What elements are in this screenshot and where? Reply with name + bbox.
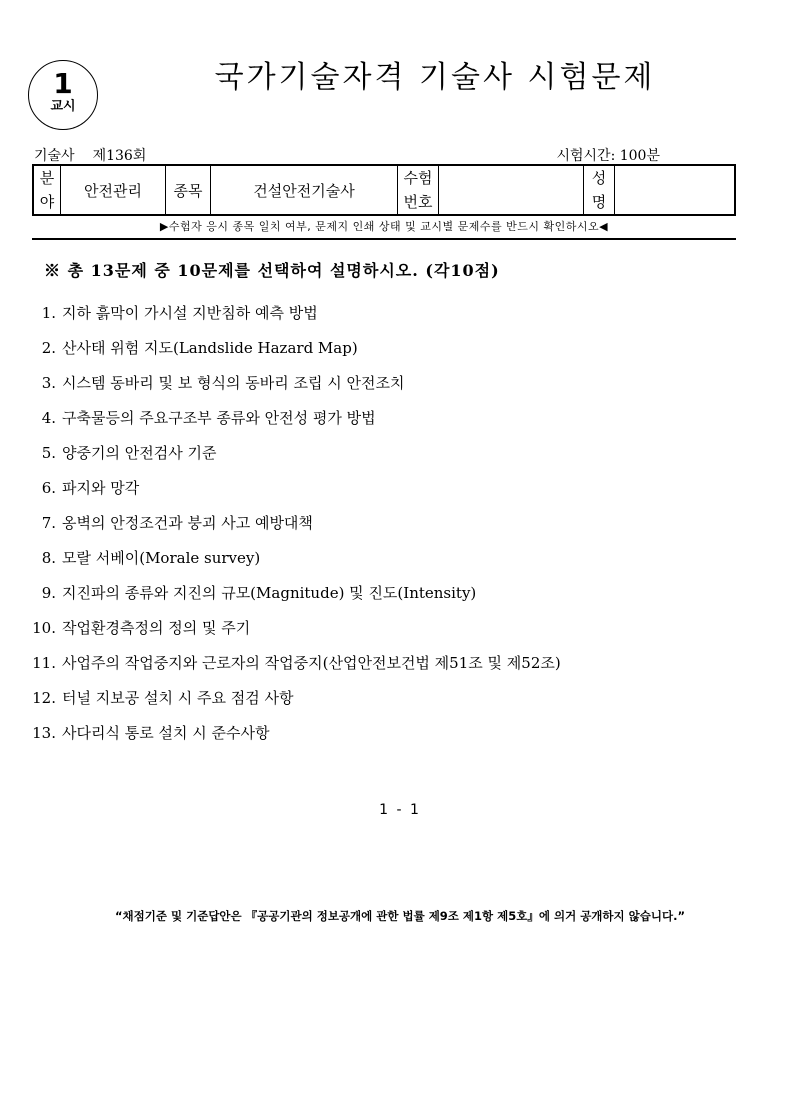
field-label-top: 분 — [39, 169, 55, 187]
exam-no-bottom: 번호 — [403, 193, 433, 211]
question-number: 8. — [41, 549, 56, 567]
type-value: 건설안전기술사 — [211, 165, 398, 215]
session-number: 1 — [53, 67, 73, 100]
divider — [32, 238, 736, 240]
question-number: 9. — [41, 584, 56, 602]
name-label-cell — [584, 165, 615, 215]
question-item — [30, 438, 561, 473]
question-text: 산사태 위험 지도(Landslide Hazard Map) — [62, 339, 358, 357]
question-item — [30, 298, 561, 333]
question-text: 구축물등의 주요구조부 종류와 안전성 평가 방법 — [62, 409, 376, 427]
question-text: 파지와 망각 — [62, 479, 140, 497]
exam-grade: 기술사 — [34, 148, 75, 164]
question-text: 양중기의 안전검사 기준 — [62, 444, 217, 462]
question-number: 2. — [41, 339, 56, 357]
question-text: 사다리식 통로 설치 시 준수사항 — [62, 724, 270, 742]
question-item — [30, 578, 561, 613]
question-number: 5. — [41, 444, 56, 462]
exam-no-label-cell — [398, 165, 439, 215]
question-text: 옹벽의 안정조건과 붕괴 사고 예방대책 — [62, 514, 313, 532]
exam-round: 제136회 — [92, 148, 147, 164]
question-number: 7. — [41, 514, 56, 532]
question-text: 터널 지보공 설치 시 주요 점검 사항 — [62, 689, 294, 707]
field-value: 안전관리 — [61, 165, 166, 215]
session-label: 교시 — [50, 99, 76, 114]
instruction-text: ※ 총 13문제 중 10문제를 선택하여 설명하시오. (각10점) — [44, 261, 500, 280]
exam-time: 시험시간: 100분 — [556, 148, 660, 164]
question-item — [30, 368, 561, 403]
footer-notice: “채점기준 및 기준답안은 『공공기관의 정보공개에 관한 법률 제9조 제1항 제5호』에 의거 공개하지 않습니다.” — [115, 909, 685, 923]
name-field[interactable] — [615, 165, 736, 215]
exam-no-top: 수험 — [403, 169, 433, 187]
page-number: 1 - 1 — [379, 802, 421, 818]
question-item — [30, 648, 561, 683]
question-item — [30, 718, 561, 753]
question-number: 11. — [32, 654, 56, 672]
question-text: 지하 흙막이 가시설 지반침하 예측 방법 — [62, 304, 318, 322]
question-text: 사업주의 작업중지와 근로자의 작업중지(산업안전보건법 제51조 및 제52조) — [62, 654, 561, 672]
field-label-bottom: 야 — [39, 193, 55, 211]
question-text: 모랄 서베이(Morale survey) — [62, 549, 261, 567]
name-top: 성 — [591, 169, 607, 187]
question-text: 시스템 동바리 및 보 형식의 동바리 조립 시 안전조치 — [62, 374, 405, 392]
page-title: 국가기술자격 기술사 시험문제 — [214, 60, 656, 95]
name-bottom: 명 — [591, 193, 607, 211]
question-item — [30, 403, 561, 438]
question-item — [30, 683, 561, 718]
question-number: 6. — [41, 479, 56, 497]
exam-meta — [34, 145, 146, 165]
question-item — [30, 613, 561, 648]
type-label: 종목 — [166, 165, 211, 215]
question-item — [30, 508, 561, 543]
question-number: 13. — [32, 724, 56, 742]
question-text: 작업환경측정의 정의 및 주기 — [62, 619, 251, 637]
question-number: 12. — [32, 689, 56, 707]
question-list — [30, 298, 561, 753]
exam-no-field[interactable] — [439, 165, 584, 215]
question-number: 10. — [32, 619, 56, 637]
question-number: 1. — [41, 304, 56, 322]
notice-text: ▶수험자 응시 종목 일치 여부, 문제지 인쇄 상태 및 교시별 문제수를 반드시 확인하시오◀ — [159, 220, 609, 233]
field-label-cell — [33, 165, 61, 215]
exam-info-table — [32, 164, 736, 216]
question-item — [30, 333, 561, 368]
question-item — [30, 473, 561, 508]
question-number: 4. — [41, 409, 56, 427]
question-text: 지진파의 종류와 지진의 규모(Magnitude) 및 진도(Intensity) — [62, 584, 477, 602]
question-number: 3. — [41, 374, 56, 392]
question-item — [30, 543, 561, 578]
